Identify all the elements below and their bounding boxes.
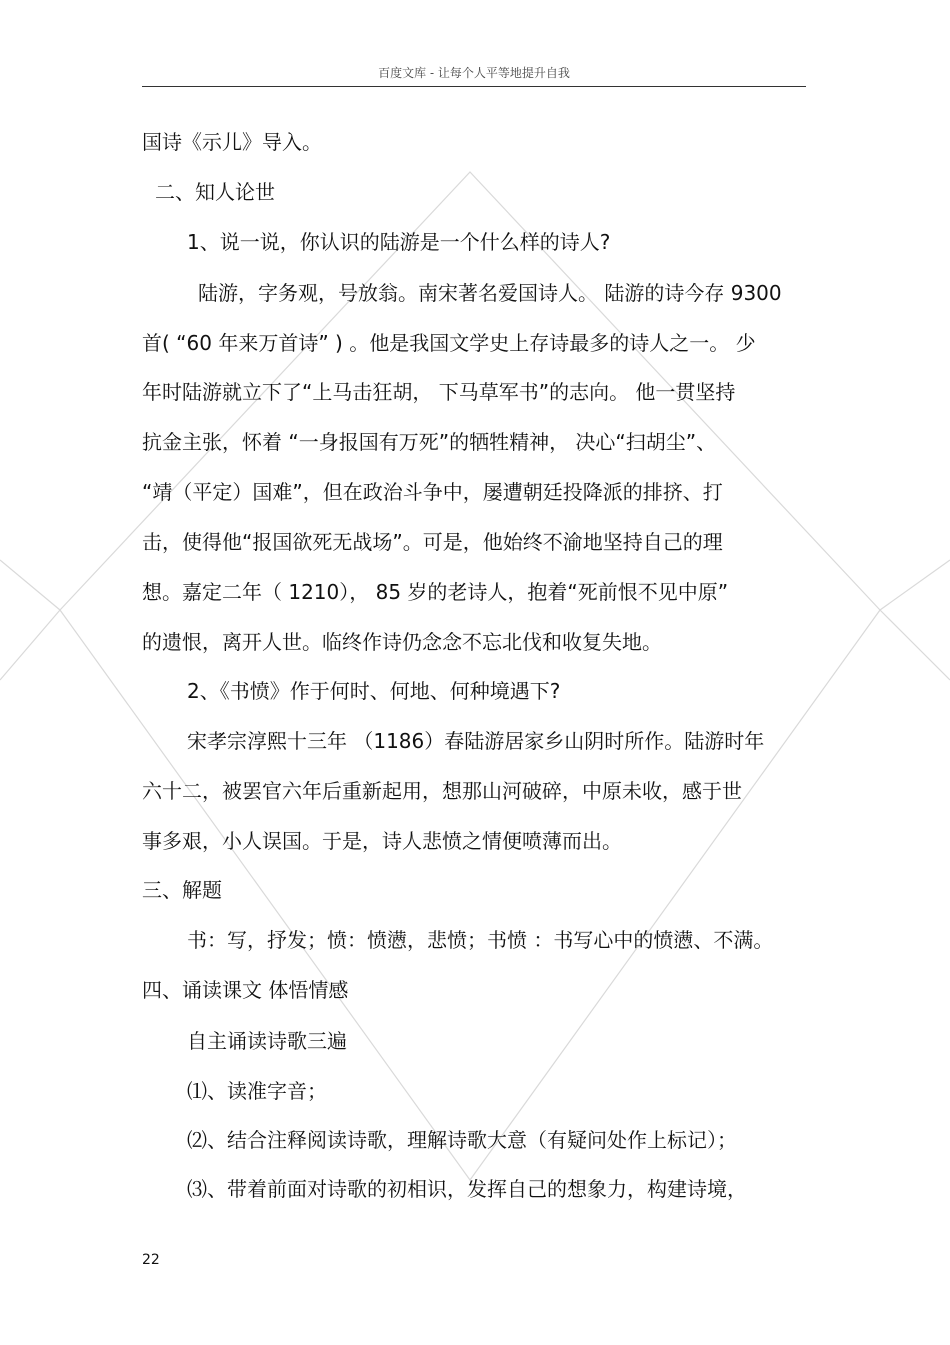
list-item: ⑴、读准字音； xyxy=(187,1079,327,1103)
section-heading: 三、解题 xyxy=(142,878,222,902)
text-line: 国诗《示儿》导入。 xyxy=(142,130,322,154)
page-header: 百度文库 - 让每个人平等地提升自我 xyxy=(378,66,570,80)
text-line: 自主诵读诗歌三遍 xyxy=(187,1029,347,1053)
list-item: ⑵、结合注释阅读诗歌，理解诗歌大意（有疑问处作上标记）； xyxy=(187,1128,737,1152)
text-line: “靖（平定）国难”，但在政治斗争中，屡遭朝廷投降派的排挤、打 xyxy=(142,480,723,504)
text-line: 击，使得他“报国欲死无战场”。可是，他始终不渝地坚持自己的理 xyxy=(142,530,723,554)
question: 2、《书愤》作于何时、何地、何种境遇下? xyxy=(187,679,561,703)
text-line: 的遗恨，离开人世。临终作诗仍念念不忘北伐和收复失地。 xyxy=(142,630,662,654)
text-line: 事多艰，小人误国。于是，诗人悲愤之情便喷薄而出。 xyxy=(142,829,622,853)
text-line: 抗金主张，怀着 “一身报国有万死”的牺牲精神， 决心“扫胡尘”、 xyxy=(142,430,717,454)
text-line: 书：写，抒发；愤：愤懑，悲愤；书愤 ：书写心中的愤懑、不满。 xyxy=(187,928,774,952)
header-divider xyxy=(142,86,806,87)
text-line: 想。嘉定二年（ 1210）， 85 岁的老诗人，抱着“死前恨不见中原” xyxy=(142,580,729,604)
list-item: ⑶、带着前面对诗歌的初相识，发挥自己的想象力，构建诗境， xyxy=(187,1177,747,1201)
text-line: 宋孝宗淳熙十三年 （1186）春陆游居家乡山阴时所作。陆游时年 xyxy=(187,729,765,753)
text-line: 首( “60 年来万首诗” ) 。他是我国文学史上存诗最多的诗人之一。 少 xyxy=(142,331,756,355)
section-heading: 二、知人论世 xyxy=(155,180,275,204)
text-line: 年时陆游就立下了“上马击狂胡， 下马草军书”的志向。 他一贯坚持 xyxy=(142,380,736,404)
page-number: 22 xyxy=(142,1252,160,1268)
section-heading: 四、诵读课文 体悟情感 xyxy=(142,978,349,1002)
question: 1、说一说，你认识的陆游是一个什么样的诗人? xyxy=(187,230,611,254)
text-line: 陆游，字务观，号放翁。南宋著名爱国诗人。 陆游的诗今存 9300 xyxy=(198,281,782,305)
text-line: 六十二，被罢官六年后重新起用，想那山河破碎，中原未收，感于世 xyxy=(142,779,742,803)
